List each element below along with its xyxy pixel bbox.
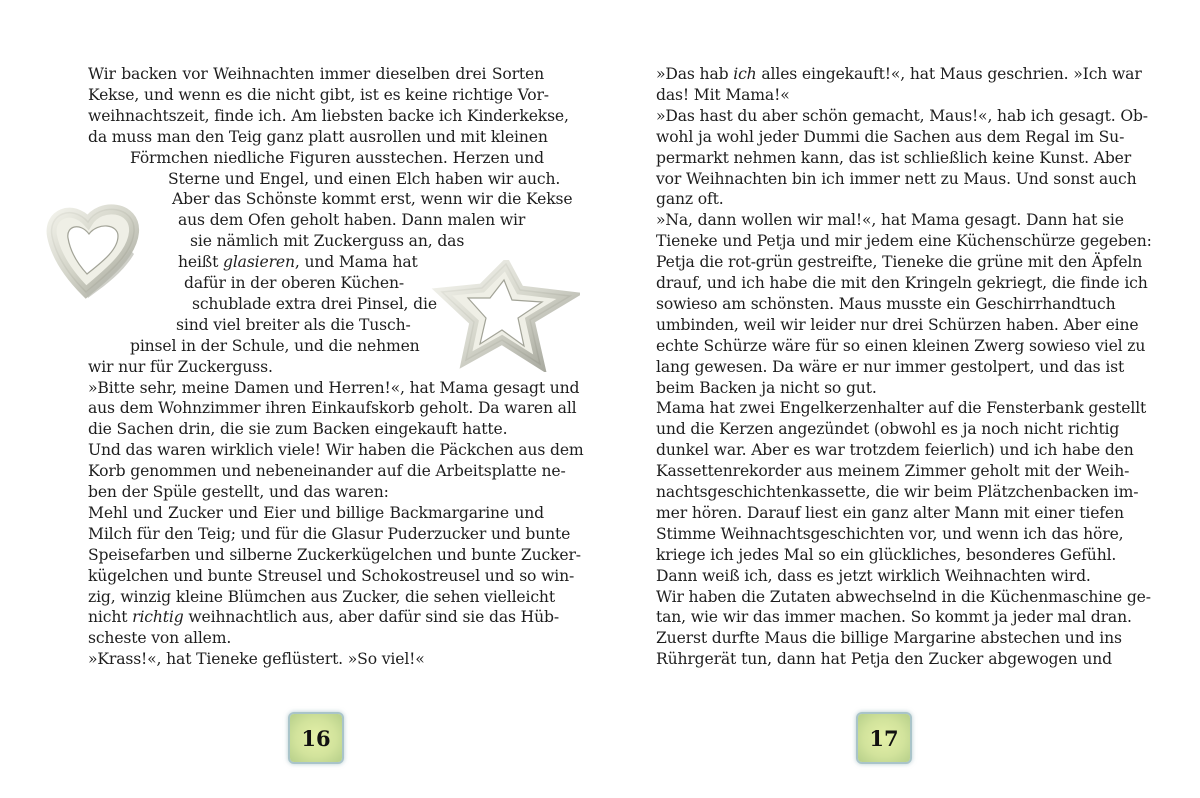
- text-line: das! Mit Mama!«: [656, 85, 790, 104]
- text-line: echte Schürze wäre für so einen kleinen Zwerg sowieso viel zu: [656, 336, 1146, 355]
- page-number-badge: 17: [858, 714, 910, 762]
- text-line: umbinden, weil wir leider nur drei Schürzen haben. Aber eine: [656, 315, 1139, 334]
- text-line: »Na, dann wollen wir mal!«, hat Mama gesagt. Dann hat sie: [656, 211, 1124, 230]
- text-line: Petja die rot-grün gestreifte, Tieneke die grüne mit den Äpfeln: [656, 253, 1143, 272]
- right-page: [600, 0, 1200, 798]
- text-line: ganz oft.: [656, 190, 724, 209]
- text-line: aus dem Wohnzimmer ihren Einkaufskorb geholt. Da waren all: [88, 399, 577, 418]
- text-line: nachtsgeschichtenkassette, die wir beim Plätzchenbacken im-: [656, 483, 1139, 501]
- text-line: Wir backen vor Weihnachten immer dieselben drei Sorten: [88, 65, 544, 83]
- text-line: Förmchen niedliche Figuren ausstechen. Herzen und: [130, 148, 544, 167]
- text-line: Mehl und Zucker und Eier und billige Backmargarine und: [88, 503, 544, 522]
- text-line: sowieso am schönsten. Maus musste ein Geschirrhandtuch: [656, 294, 1116, 313]
- text-line: die Sachen drin, die sie zum Backen eingekauft hatte.: [88, 420, 508, 439]
- text-line: lang gewesen. Da wäre er nur immer gestolpert, und das ist: [656, 357, 1125, 376]
- text-line: [88, 607, 559, 628]
- text-line: [178, 252, 418, 273]
- star-cutter-icon: [430, 260, 580, 372]
- text-line: dafür in der oberen Küchen-: [184, 274, 405, 292]
- text-segment: alles eingekauft!«, hat Maus geschrien. »Ich war: [756, 65, 1142, 83]
- heart-cutter-icon: [38, 196, 156, 302]
- text-segment: nicht: [88, 608, 133, 627]
- text-line: wohl ja wohl jeder Dummi die Sachen aus dem Regal im Su-: [656, 127, 1125, 146]
- text-line: Rührgerät tun, dann hat Petja den Zucker abgewogen und: [656, 650, 1112, 669]
- emphasis-text: ich: [733, 65, 757, 83]
- text-segment: weihnachtlich aus, aber dafür sind sie das Hüb-: [183, 608, 559, 627]
- text-line: Stimme Weihnachtsgeschichten vor, und wenn ich das höre,: [656, 524, 1124, 543]
- text-line: Kassettenrekorder aus meinem Zimmer geholt mit der Weih-: [656, 462, 1130, 481]
- text-line: Milch für den Teig; und für die Glasur Puderzucker und bunte: [88, 524, 571, 543]
- text-line: dunkel war. Aber es war trotzdem feierlich) und ich habe den: [656, 441, 1134, 460]
- text-line: schublade extra drei Pinsel, die: [192, 294, 437, 313]
- text-line: permarkt nehmen kann, das ist schließlich keine Kunst. Aber: [656, 148, 1132, 167]
- text-line: Dann weiß ich, dass es jetzt wirklich Weihnachten wird.: [656, 566, 1091, 585]
- text-segment: , und Mama hat: [294, 253, 418, 272]
- text-line: »Das hast du aber schön gemacht, Maus!«, hab ich gesagt. Ob-: [656, 106, 1148, 125]
- text-segment: heißt: [178, 253, 223, 272]
- text-line: ben der Spüle gestellt, und das waren:: [88, 483, 389, 501]
- text-line: da muss man den Teig ganz platt ausrollen und mit kleinen: [88, 127, 548, 146]
- text-line: beim Backen ja nicht so gut.: [656, 378, 877, 397]
- text-line: tan, wie wir das immer machen. So kommt ja jeder mal dran.: [656, 608, 1132, 627]
- text-line: Kekse, und wenn es die nicht gibt, ist es keine richtige Vor-: [88, 85, 549, 104]
- text-line: wir nur für Zuckerguss.: [88, 357, 273, 376]
- text-line: sind viel breiter als die Tusch-: [176, 315, 411, 334]
- text-line: drauf, und ich habe die mit den Kringeln gekriegt, die finde ich: [656, 274, 1148, 292]
- text-line: und die Kerzen angezündet (obwohl es ja noch nicht richtig: [656, 420, 1120, 439]
- text-line: zig, winzig kleine Blümchen aus Zucker, die sehen vielleicht: [88, 587, 555, 606]
- text-line: Zuerst durfte Maus die billige Margarine abstechen und ins: [656, 629, 1122, 648]
- text-line: Mama hat zwei Engelkerzenhalter auf die Fensterbank gestellt: [656, 399, 1147, 418]
- text-line: weihnachtszeit, finde ich. Am liebsten backe ich Kinderkekse,: [88, 106, 569, 125]
- text-line: Aber das Schönste kommt erst, wenn wir die Kekse: [172, 190, 573, 209]
- page-number-badge: 16: [290, 714, 342, 762]
- text-line: [656, 64, 1142, 85]
- text-line: aus dem Ofen geholt haben. Dann malen wir: [178, 211, 526, 230]
- text-line: scheste von allem.: [88, 629, 232, 648]
- text-line: Und das waren wirklich viele! Wir haben die Päckchen aus dem: [88, 441, 584, 460]
- emphasis-text: richtig: [132, 608, 184, 627]
- text-line: Speisefarben und silberne Zuckerkügelchen und bunte Zucker-: [88, 545, 581, 564]
- text-line: kügelchen und bunte Streusel und Schokostreusel und so win-: [88, 566, 575, 585]
- text-line: Wir haben die Zutaten abwechselnd in die Küchenmaschine ge-: [656, 587, 1151, 606]
- text-line: pinsel in der Schule, und die nehmen: [130, 336, 420, 355]
- text-line: Korb genommen und nebeneinander auf die Arbeitsplatte ne-: [88, 462, 566, 481]
- emphasis-text: glasieren: [223, 253, 295, 272]
- text-line: mer hören. Darauf liest ein ganz alter Mann mit einer tiefen: [656, 503, 1124, 522]
- text-line: sie nämlich mit Zuckerguss an, das: [190, 232, 465, 251]
- text-line: kriege ich jedes Mal so ein glückliches, besonderes Gefühl.: [656, 545, 1117, 564]
- text-segment: »Das hab: [656, 65, 734, 83]
- text-line: vor Weihnachten bin ich immer nett zu Maus. Und sonst auch: [656, 169, 1137, 188]
- text-line: Sterne und Engel, und einen Elch haben wir auch.: [168, 169, 561, 188]
- text-line: »Krass!«, hat Tieneke geflüstert. »So viel!«: [88, 650, 425, 669]
- text-line: »Bitte sehr, meine Damen und Herren!«, hat Mama gesagt und: [88, 378, 580, 397]
- text-line: Tieneke und Petja und mir jedem eine Küchenschürze gegeben:: [656, 232, 1152, 251]
